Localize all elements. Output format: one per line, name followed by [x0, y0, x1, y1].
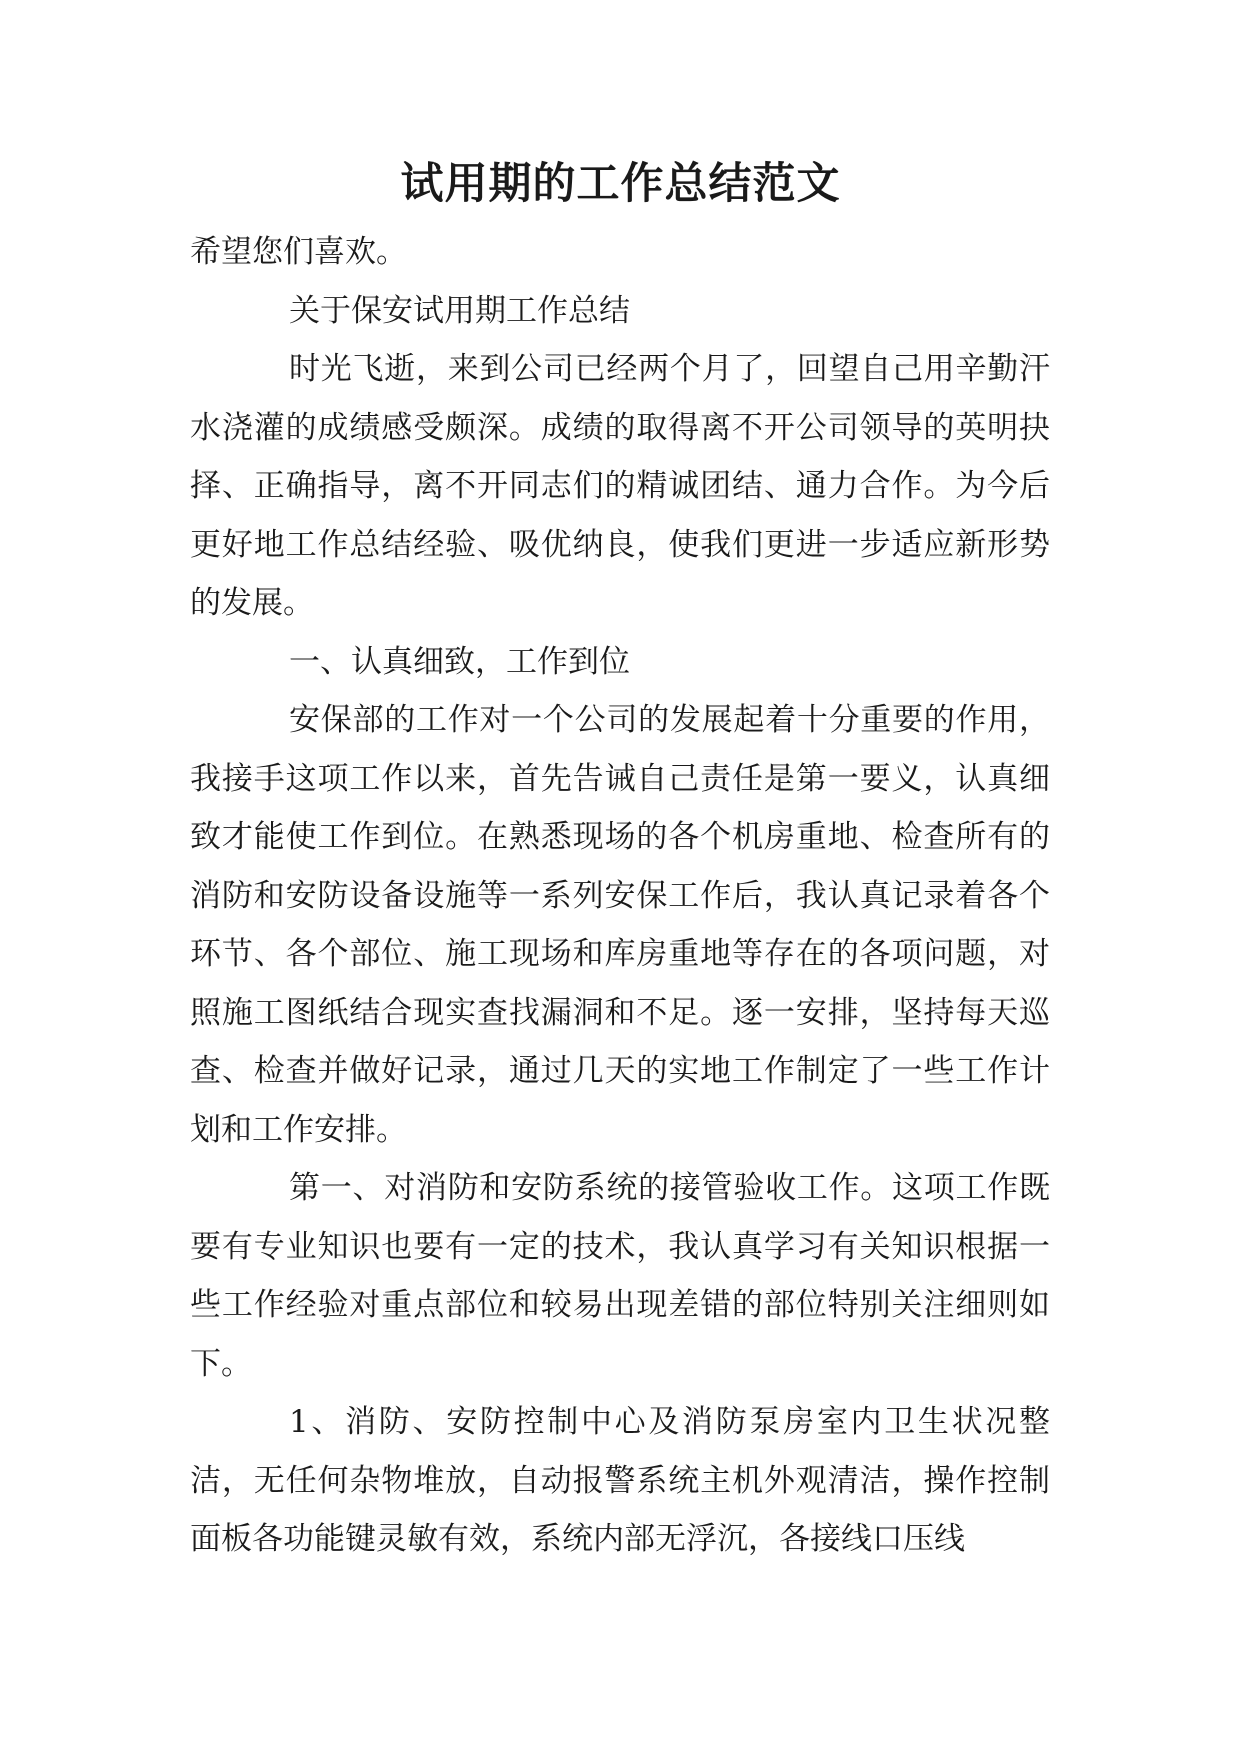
document-title: 试用期的工作总结范文 [400, 159, 841, 209]
paragraph-item-1: 1、消防、安防控制中心及消防泵房室内卫生状况整洁，无任何杂物堆放，自动报警系统主机外观清洁，操作控制面板各功能键灵敏有效，系统内部无浮沉，各接线口压线 [190, 1404, 1050, 1557]
paragraph-section-1: 安保部的工作对一个公司的发展起着十分重要的作用，我接手这项工作以来，首先告诫自己责任是第一要义，认真细致才能使工作到位。在熟悉现场的各个机房重地、检查所有的消防和安防设备设施等一系列安保工作后，我认真记录着各个环节、各个部位、施工现场和库房重地等存在的各项问题，对照施工图纸结合现实查找漏洞和不足。逐一安排，坚持每天巡查、检查并做好记录，通过几天的实地工作制定了一些工作计划和工作安排。 [190, 702, 1050, 1148]
paragraph-item-first: 第一、对消防和安防系统的接管验收工作。这项工作既要有专业知识也要有一定的技术，我认真学习有关知识根据一些工作经验对重点部位和较易出现差错的部位特别关注细则如下。 [190, 1170, 1050, 1382]
section-heading-1: 一、认真细致，工作到位 [289, 643, 630, 680]
paragraph-intro: 时光飞逝，来到公司已经两个月了，回望自己用辛勤汗水浇灌的成绩感受颇深。成绩的取得离不开公司领导的英明抉择、正确指导，离不开同志们的精诚团结、通力合作。为今后更好地工作总结经验、吸优纳良，使我们更进一步适应新形势的发展。 [190, 351, 1050, 621]
paragraph-greeting: 希望您们喜欢。 [190, 234, 407, 270]
document-body [190, 223, 1050, 1569]
paragraph-subtitle: 关于保安试用期工作总结 [289, 292, 630, 329]
